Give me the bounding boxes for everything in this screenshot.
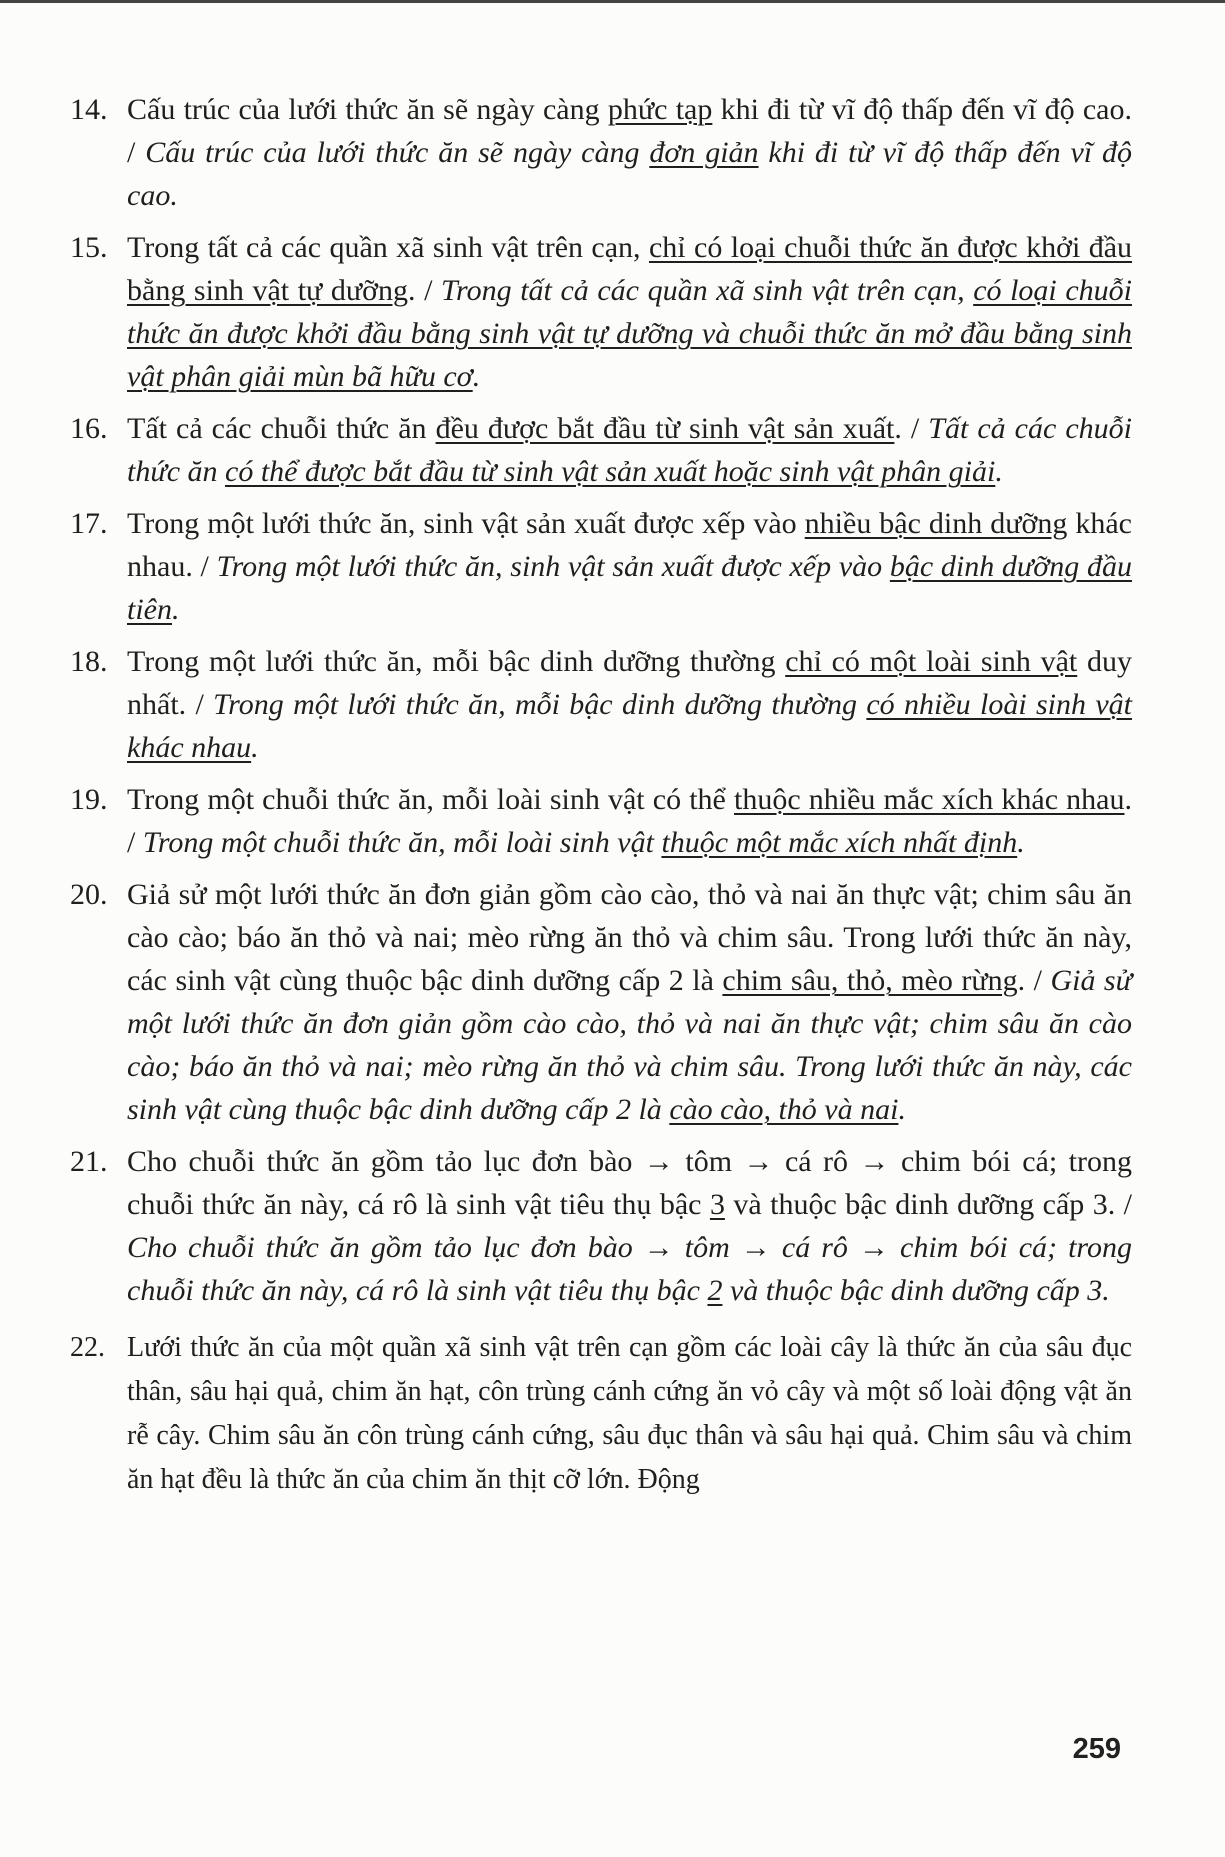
text-segment: 3 xyxy=(709,1188,725,1221)
text-segment: đơn giản xyxy=(649,136,759,169)
text-segment: Cho chuỗi thức ăn gồm tảo lục đơn bào → tôm → cá rô → chim bói cá; trong chuỗi thức ăn này, cá rô là sinh vật tiêu thụ bậc xyxy=(127,1231,1132,1307)
list-item-14 xyxy=(70,88,1132,217)
text-segment: đều được bắt đầu từ sinh vật sản xuất xyxy=(435,412,895,445)
list-item-21 xyxy=(70,1140,1132,1312)
text-segment: . xyxy=(898,1093,906,1126)
list-item-19 xyxy=(70,778,1132,864)
text-segment: Trong tất cả các quần xã sinh vật trên cạn, xyxy=(127,231,649,264)
item-text xyxy=(127,93,1132,212)
text-segment: chim sâu, thỏ, mèo rừng xyxy=(722,964,1018,997)
text-segment: thuộc nhiều mắc xích khác nhau xyxy=(733,783,1125,816)
list-item-16 xyxy=(70,407,1132,493)
text-segment: Trong một lưới thức ăn, mỗi bậc dinh dưỡng thường xyxy=(213,688,867,721)
item-number: 18. xyxy=(70,645,108,678)
text-segment: khác nhau. / xyxy=(127,507,1132,583)
text-segment: Trong tất cả các quần xã sinh vật trên cạn, xyxy=(441,274,974,307)
text-segment: chỉ có loại chuỗi thức ăn được khởi đầu bằng sinh vật tự dưỡng xyxy=(127,231,1133,307)
text-segment: Lưới thức ăn của một quần xã sinh vật trên cạn gồm các loài cây là thức ăn của sâu đục thân, sâu hại quả, chim ăn hạt, côn trùng cánh cứng ăn vỏ cây và một số loài động vật ăn rễ cây. Chim sâu ăn côn trùng cánh cứng, sâu đục thân và sâu hại quả. Chim sâu và chim ăn hạt đều là thức ăn của chim ăn thịt cỡ lớn. Động xyxy=(127,1332,1132,1495)
text-segment: . / xyxy=(894,412,929,445)
page-content xyxy=(70,88,1132,1511)
item-text xyxy=(127,878,1132,1126)
item-text xyxy=(127,507,1132,626)
text-segment: . xyxy=(251,731,259,764)
text-segment: Trong một chuỗi thức ăn, mỗi loài sinh vật có thể xyxy=(127,783,734,816)
text-segment: có thể được bắt đầu từ sinh vật sản xuất hoặc sinh vật phân giải xyxy=(225,455,996,488)
text-segment: . / xyxy=(127,783,1132,859)
text-segment: cào cào, thỏ và nai xyxy=(669,1093,899,1126)
top-border-line xyxy=(0,0,1225,3)
text-segment: chỉ có một loài sinh vật xyxy=(785,645,1078,678)
item-number: 19. xyxy=(70,783,108,816)
item-text xyxy=(127,1145,1132,1307)
item-number: 16. xyxy=(70,412,108,445)
text-segment: . xyxy=(995,455,1003,488)
text-segment: khi đi từ vĩ độ thấp đến vĩ độ cao. xyxy=(127,136,1132,212)
text-segment: Cấu trúc của lưới thức ăn sẽ ngày càng xyxy=(145,136,650,169)
list-item-18 xyxy=(70,640,1132,769)
item-text xyxy=(127,645,1132,764)
text-segment: có loại chuỗi thức ăn được khởi đầu bằng sinh vật tự dưỡng và chuỗi thức ăn mở đầu bằng sinh vật phân giải mùn bã hữu cơ xyxy=(127,274,1132,393)
item-number: 22. xyxy=(70,1332,105,1363)
item-number: 17. xyxy=(70,507,108,540)
item-text xyxy=(127,412,1132,488)
text-segment: có nhiều loài sinh vật khác nhau xyxy=(127,688,1132,764)
item-number: 14. xyxy=(70,93,108,126)
item-text xyxy=(127,231,1132,393)
text-segment: . / xyxy=(1017,964,1051,997)
item-number: 15. xyxy=(70,231,108,264)
text-segment: 2 xyxy=(707,1274,723,1307)
list-item-22 xyxy=(70,1326,1132,1502)
text-segment: Trong một lưới thức ăn, sinh vật sản xuất được xếp vào xyxy=(216,550,890,583)
text-segment: khi đi từ vĩ độ thấp đến vĩ độ cao. / xyxy=(127,93,1132,169)
text-segment: . xyxy=(1017,826,1025,859)
text-segment: . / xyxy=(408,274,442,307)
text-segment: phức tạp xyxy=(607,93,713,126)
item-number: 20. xyxy=(70,878,108,911)
text-segment: Tất cả các chuỗi thức ăn xyxy=(127,412,436,445)
text-segment: Cho chuỗi thức ăn gồm tảo lục đơn bào → tôm → cá rô → chim bói cá; trong chuỗi thức ăn này, cá rô là sinh vật tiêu thụ bậc xyxy=(127,1145,1132,1221)
page-number: 259 xyxy=(1072,1733,1121,1765)
text-segment: Giả sử một lưới thức ăn đơn giản gồm cào cào, thỏ và nai ăn thực vật; chim sâu ăn cào cào; báo ăn thỏ và nai; mèo rừng ăn thỏ và chim sâu. Trong lưới thức ăn này, các sinh vật cùng thuộc bậc dinh dưỡng cấp 2 là xyxy=(127,878,1132,997)
text-segment: duy nhất. / xyxy=(127,645,1133,721)
list-item-17 xyxy=(70,502,1132,631)
text-segment: Tất cả các chuỗi thức ăn xyxy=(127,412,1132,488)
text-segment: . xyxy=(172,593,180,626)
list-item-15 xyxy=(70,226,1132,398)
text-segment: Trong một lưới thức ăn, sinh vật sản xuất được xếp vào xyxy=(127,507,805,540)
text-segment: Giả sử một lưới thức ăn đơn giản gồm cào cào, thỏ và nai ăn thực vật; chim sâu ăn cào cào; báo ăn thỏ và nai; mèo rừng ăn thỏ và chim sâu. Trong lưới thức ăn này, các sinh vật cùng thuộc bậc dinh dưỡng cấp 2 là xyxy=(127,964,1132,1126)
text-segment: Trong một lưới thức ăn, mỗi bậc dinh dưỡng thường xyxy=(127,645,786,678)
text-segment: nhiều bậc dinh dưỡng xyxy=(804,507,1068,540)
text-segment: và thuộc bậc dinh dưỡng cấp 3. / xyxy=(724,1188,1132,1221)
text-segment: Cấu trúc của lưới thức ăn sẽ ngày càng xyxy=(127,93,608,126)
text-segment: . xyxy=(472,360,481,393)
text-segment: Trong một chuỗi thức ăn, mỗi loài sinh vật xyxy=(142,826,662,859)
list-item-20 xyxy=(70,873,1132,1131)
text-segment: và thuộc bậc dinh dưỡng cấp 3. xyxy=(722,1274,1110,1307)
text-segment: bậc dinh dưỡng đầu tiên xyxy=(127,550,1132,626)
item-text xyxy=(127,783,1132,859)
item-text xyxy=(127,1332,1132,1495)
item-number: 21. xyxy=(70,1145,108,1178)
text-segment: thuộc một mắc xích nhất định xyxy=(661,826,1018,859)
